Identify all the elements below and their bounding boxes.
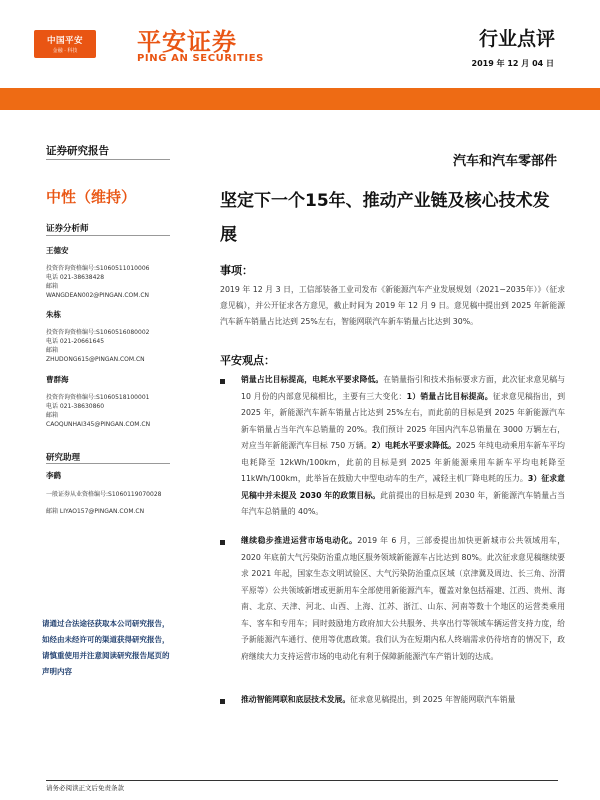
assistant-section-label: 研究助理 (46, 453, 81, 463)
analyst-license: 投资咨询资格编号:S1060518100001 (46, 394, 150, 401)
analyst-email[interactable]: ZHUDONG615@PINGAN.COM.CN (46, 356, 145, 363)
document-type: 行业点评 (478, 28, 555, 50)
bullet-point (241, 372, 565, 521)
analyst-email-label: 邮箱 (46, 412, 59, 419)
assistant-email[interactable]: 邮箱 LIYAO157@PINGAN.COM.CN (46, 508, 145, 515)
analyst-phone: 电话 021-38630860 (46, 403, 105, 410)
analyst-email-label: 邮箱 (46, 347, 59, 354)
analyst-license: 投资咨询资格编号:S1060516080002 (46, 329, 150, 336)
analyst-license: 投资咨询资格编号:S1060511010006 (46, 265, 150, 272)
footer-disclaimer: 请务必阅读正文后免责条款 (46, 784, 124, 792)
analyst-phone: 电话 021-20661645 (46, 338, 105, 345)
analyst-name: 曹群海 (46, 375, 69, 384)
section-divider (46, 463, 170, 464)
analyst-name: 朱栋 (46, 310, 61, 319)
bullet-point (241, 692, 565, 709)
disclaimer-note: 请通过合法途径获取本公司研究报告，如经由未经许可的渠道获得研究报告，请慎重使用并注意阅读研究报告尾页的声明内容 (42, 619, 170, 676)
header-accent-bar (0, 88, 600, 110)
analyst-phone: 电话 021-38638428 (46, 274, 105, 281)
analyst-email-label: 邮箱 (46, 283, 59, 290)
bullet-text: 征求意见稿指出，到 2025 年，新能源汽车新车销量占比达到 25%左右，而此前的目标是到 2025 年新能源汽车新车销量占当年汽车总销量的 20%。我们预计 2025 年国内汽车总销量在 3000 万辆左右，对应当年新能源汽车目标 750 万辆。 (241, 391, 565, 450)
bullet-bold: 2）电耗水平要求降低。 (371, 441, 456, 450)
analyst-name: 王德安 (46, 246, 69, 255)
analyst-section-label: 证券分析师 (46, 224, 89, 234)
analyst-email[interactable]: CAOQUNHAI345@PINGAN.COM.CN (46, 421, 151, 428)
bullet-marker (220, 699, 225, 704)
assistant-name: 李鹞 (46, 471, 61, 480)
footer-divider (46, 780, 558, 781)
bullet-bold: 继续稳步推进运营市场电动化。 (241, 536, 358, 545)
report-title: 坚定下一个15年、推动产业链及核心技术发展 (220, 191, 550, 245)
rating-badge: 中性（维持） (46, 188, 137, 206)
bullet-point (241, 533, 565, 665)
brand-name-cn: 平安证券 (137, 28, 237, 56)
bullet-bold: 销量占比目标提高，电耗水平要求降低。 (241, 375, 384, 384)
analyst-email[interactable]: WANGDEAN002@PINGAN.COM.CN (46, 292, 150, 299)
bullet-bold: 1）销量占比目标提高。 (406, 391, 493, 401)
logo-subtext: 金融 · 科技 (52, 48, 78, 54)
bullet-text: 在销量指引和技术指标要求方面，此次征求意见稿与 10 月份的内部意见稿相比，主要有三大变化： (241, 375, 566, 401)
bullet-marker (220, 540, 225, 545)
brand-name-en: PING AN SECURITIES (137, 53, 264, 64)
event-paragraph: 2019 年 12 月 3 日，工信部装备工业司发布《新能源汽车产业发展规划（2021−2035年）》（征求意见稿），并公开征求各方意见，截止时间为 2019 年 12 月 9 日。意见稿中提出到 2025 年新能源汽车新车销量占比达到 25%左右，智能网联汽车新车销量占比达到 30%。 (220, 285, 565, 326)
document-date: 2019 年 12 月 04 日 (471, 59, 554, 68)
bullet-text: 征求意见稿提出，到 2025 年智能网联汽车销量 (350, 695, 516, 704)
report-type: 证券研究报告 (46, 145, 109, 157)
logo-text: 中国平安 (46, 36, 83, 46)
assistant-license: 一般证券从业资格编号:S1060119070028 (46, 491, 162, 498)
view-heading: 平安观点： (220, 354, 275, 367)
sidebar-divider (46, 159, 170, 160)
bullet-marker (220, 379, 225, 384)
bullet-text: 2025 年纯电动乘用车新车平均电耗降至 12kWh/100km，此前的目标是到 2025 年新能源乘用车新车平均电耗降至 11kWh/100km，此举旨在鼓励大中型电动车的生产，减轻主机厂降电耗的压力。 (241, 441, 565, 483)
bullet-bold: 3）征求意见稿中并未提及 2030 年的政策目标。 (241, 474, 565, 500)
section-divider (46, 235, 170, 236)
bullet-text: 此前提出的目标是到 2030 年，新能源汽车销量占当年汽车总销量的 40%。 (241, 490, 565, 516)
industry-label: 汽车和汽车零部件 (452, 154, 557, 169)
event-heading: 事项： (220, 264, 253, 277)
bullet-text: 2019 年 6 月，三部委提出加快更新城市公共领域用车，2020 年底前大气污染防治重点地区服务领域新能源车占比达到 80%。此次征求意见稿继续要求 2021 年起，国家生态文明试验区、大气污染防治重点区域（京津冀及周边、长三角、汾渭平原等）公共领域新增或更新用车全部使用新能源汽车，覆盖对象包括福建、江西、贵州、海南、北京、天津、河北、山西、上海、江苏、浙江、山东、河南等数十个地区的运营类乘用车、客车和专用车；同时鼓励地方政府加大公共服务、共享出行等领域车辆运营支持力度，给予新能源汽车通行、使用等优惠政策。我们认为在短期内私人终端需求仍待培育的情况下，政府继续大力支持运营市场的电动化有利于保障新能源汽车产销计划的达成。 (241, 536, 565, 661)
ping-an-group-logo (34, 30, 96, 58)
bullet-bold: 推动智能网联和底层技术发展。 (241, 695, 351, 704)
